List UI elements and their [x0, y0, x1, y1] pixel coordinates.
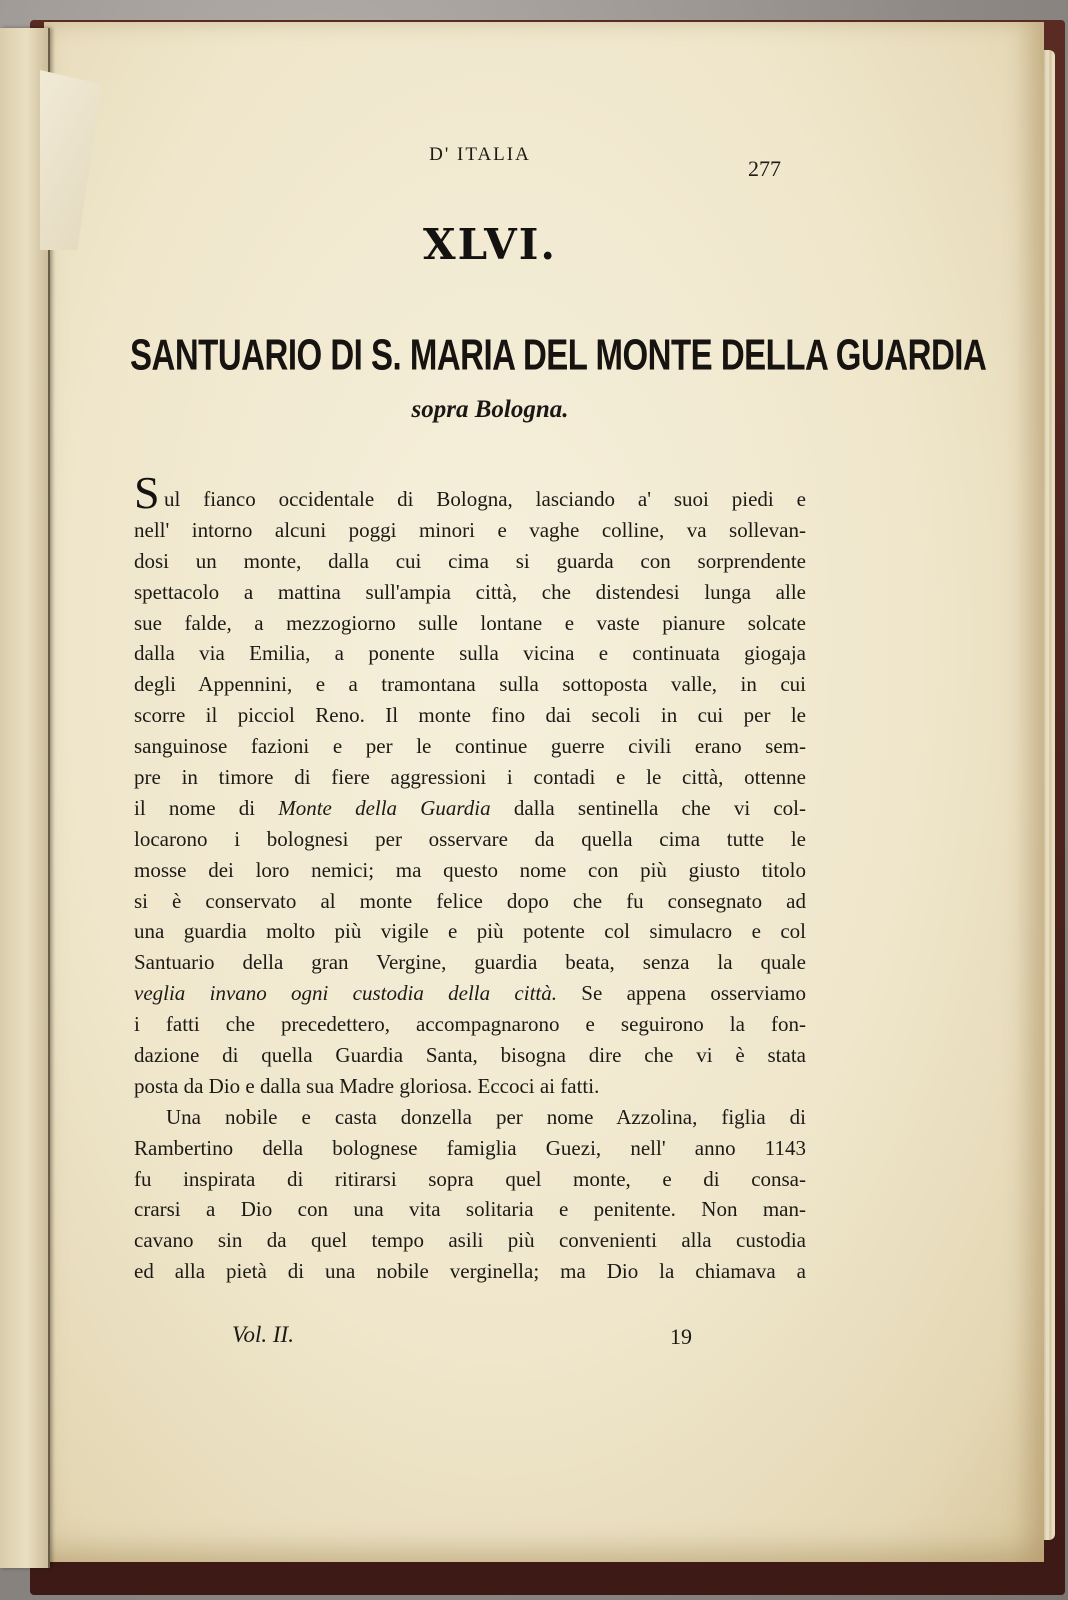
text-line-content: ul fianco occidentale di Bologna, lasciando a' suoi piedi e: [164, 487, 806, 511]
text-line: scorre il picciol Reno. Il monte fino dai secoli in cui per le: [134, 703, 806, 728]
chapter-title: SANTUARIO DI S. MARIA DEL MONTE DELLA GUARDIA: [130, 330, 987, 379]
text-segment: il nome di: [134, 795, 256, 820]
volume-signature: Vol. II.: [232, 1322, 294, 1347]
text-line: dosi un monte, dalla cui cima si guarda con sorprendente: [134, 548, 806, 573]
previous-page-edge: [0, 28, 50, 1568]
text-line: locarono i bolognesi per osservare da quella cima tutte le: [134, 826, 806, 851]
text-line: [134, 978, 806, 1009]
page-number: 277: [748, 156, 781, 181]
text-line: degli Appennini, e a tramontana sulla sottoposta valle, in cui: [134, 672, 806, 697]
italic-segment: Monte della Guardia: [278, 795, 491, 820]
text-line: si è conservato al monte felice dopo che fu consegnato ad: [134, 888, 806, 913]
text-line: una guardia molto più vigile e più potente col simulacro e col: [134, 919, 806, 944]
text-line: cavano sin da quel tempo asili più convenienti alla custodia: [134, 1228, 806, 1253]
text-line: sue falde, a mezzogiorno sulle lontane e vaste pianure solcate: [134, 610, 806, 635]
text-line: Rambertino della bolognese famiglia Guezi, nell' anno 1143: [134, 1135, 806, 1160]
drop-cap: S: [134, 467, 160, 518]
text-line: dalla via Emilia, a ponente sulla vicina e continuata giogaja: [134, 641, 806, 666]
text-line: [134, 467, 806, 518]
text-line: spettacolo a mattina sull'ampia città, che distendesi lunga alle: [134, 579, 806, 604]
text-line: i fatti che precedettero, accompagnarono e seguirono la fon-: [134, 1012, 806, 1037]
text-line: fu inspirata di ritirarsi sopra quel monte, e di consa-: [134, 1166, 806, 1191]
chapter-subtitle: sopra Bologna.: [411, 396, 569, 423]
text-line: sanguinose fazioni e per le continue guerre civili erano sem-: [134, 734, 806, 759]
text-line: dazione di quella Guardia Santa, bisogna dire che vi è stata: [134, 1043, 806, 1068]
gathering-signature: 19: [670, 1324, 692, 1349]
text-line: Una nobile e casta donzella per nome Azzolina, figlia di: [166, 1104, 806, 1129]
running-head: D' ITALIA: [429, 144, 531, 165]
chapter-number: XLVI.: [423, 220, 557, 269]
text-line: mosse dei loro nemici; ma questo nome con più giusto titolo: [134, 857, 806, 882]
text-line: [134, 793, 806, 824]
text-segment: dalla sentinella che vi col-: [513, 795, 806, 820]
text-segment: Se appena osserviamo: [581, 981, 806, 1006]
text-line: posta da Dio e dalla sua Madre gloriosa. Eccoci ai fatti.: [134, 1073, 600, 1098]
text-line: pre in timore di fiere aggressioni i contadi e le città, ottenne: [134, 765, 806, 790]
text-line: Santuario della gran Vergine, guardia beata, senza la quale: [134, 950, 806, 975]
text-line: ed alla pietà di una nobile verginella; ma Dio la chiamava a: [134, 1259, 806, 1284]
text-line: crarsi a Dio con una vita solitaria e penitente. Non man-: [134, 1197, 806, 1222]
italic-segment: veglia invano ogni custodia della città.: [134, 981, 557, 1006]
text-line: nell' intorno alcuni poggi minori e vaghe colline, va sollevan-: [134, 517, 806, 542]
body-text: [134, 467, 806, 1287]
